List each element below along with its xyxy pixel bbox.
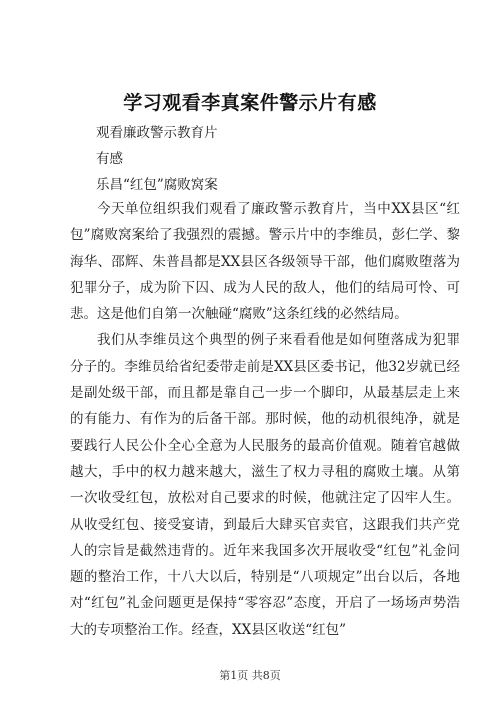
body-paragraph-1: 今天单位组织我们观看了廉政警示教育片，当中XX县区“红包”腐败窝案给了我强烈的震撼。警示片中的李维员，彭仁学、黎海华、邵辉、朱普昌都是XX县区各级领导干部，他们腐败堕落为犯罪分子，成为阶下囚、成为人民的敌人，他们的结局可怜、可悲。这是他们自第一次触碰“腐败”这条红线的必然结局。 xyxy=(70,201,460,323)
subtitle-line-2: 有感 xyxy=(96,151,123,167)
document-body xyxy=(70,196,460,643)
subtitle-line-1: 观看廉政警示教育片 xyxy=(96,125,218,141)
body-paragraph-2: 我们从李维员这个典型的例子来看看他是如何堕落成为犯罪分子的。李维员给省纪委带走前是XX县区委书记，他32岁就已经是副处级干部，而且都是靠自己一步一个脚印，从最基层走上来的有能力、有作为的后备干部。那时候，他的动机很纯净，就是要践行人民公仆全心全意为人民服务的最高价值观。随着官越做越大，手中的权力越来越大，滋生了权力寻租的腐败土壤。从第一次收受红包，放松对自己要求的时候，他就注定了囚牢人生。从收受红包、接受宴请，到最后大肆买官卖官，这跟我们共产党人的宗旨是截然违背的。近年来我国多次开展收受“红包”礼金问题的整治工作，十八大以后，特别是“八项规定”出台以后，各地对“红包”礼金问题更是保持“零容忍”态度，开启了一场场声势浩大的专项整治工作。经查，XX县区收送“红包” xyxy=(70,332,460,638)
document-title: 学习观看李真案件警示片有感 xyxy=(123,92,377,114)
subtitle-line-3: 乐昌“红包”腐败窝案 xyxy=(96,177,218,193)
page-footer: 第1页 共8页 xyxy=(219,669,281,682)
